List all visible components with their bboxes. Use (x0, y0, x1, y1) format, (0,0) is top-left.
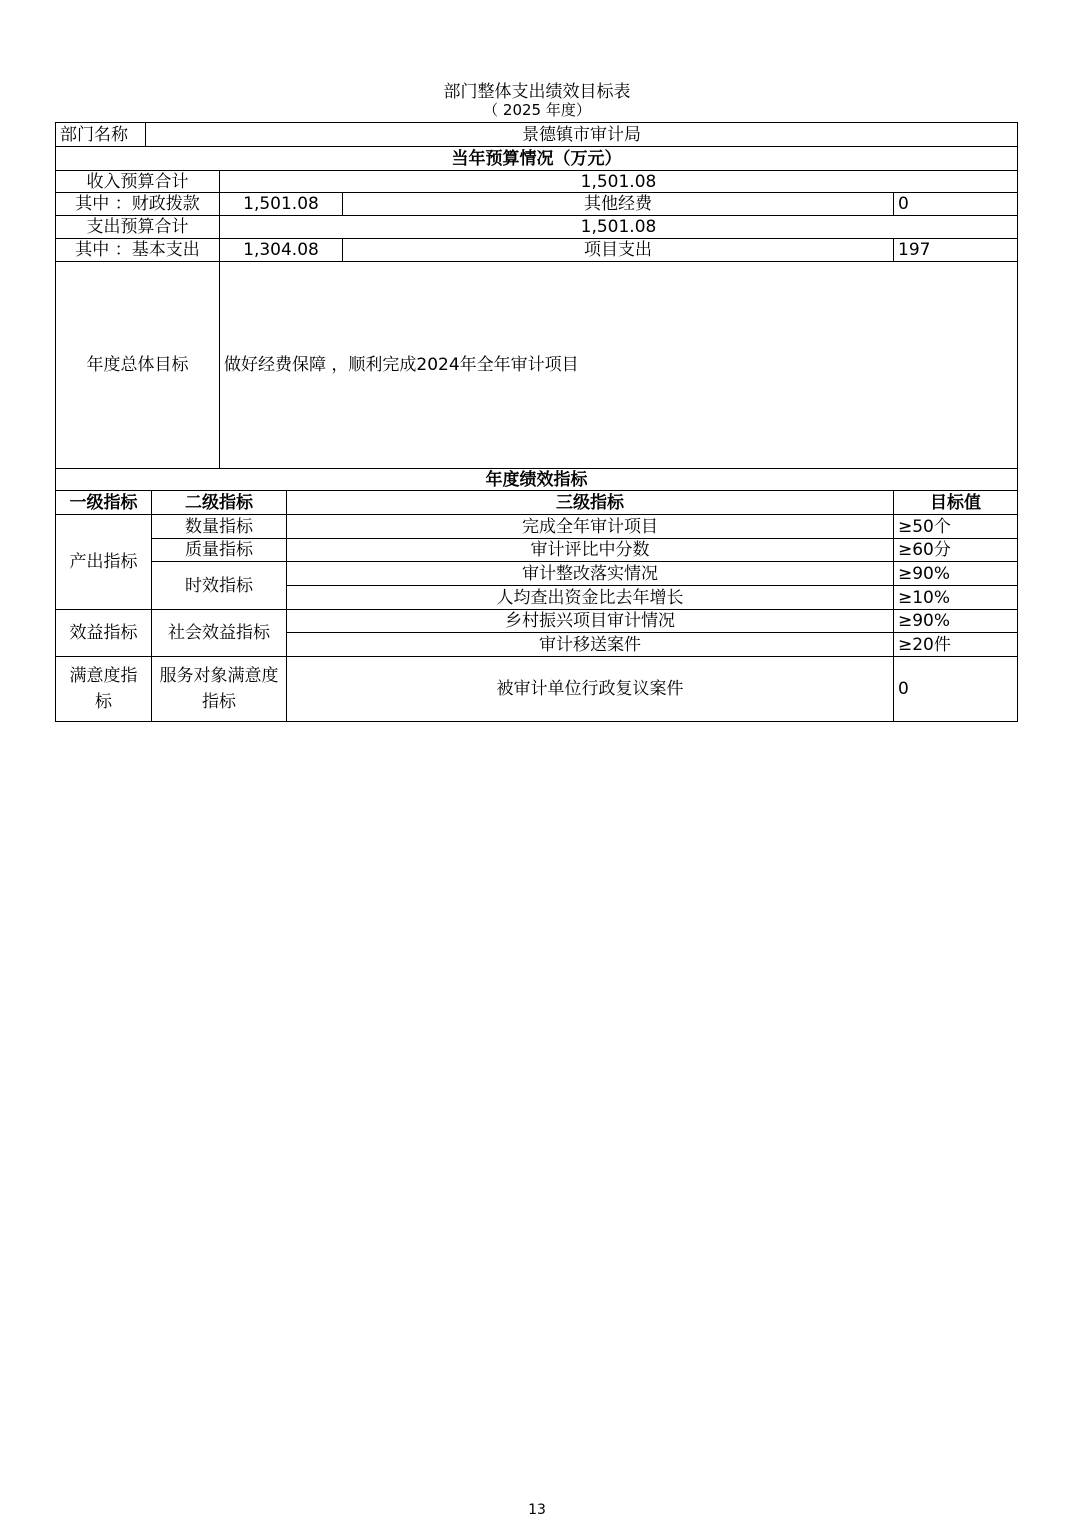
header-level2: 二级指标 (151, 490, 287, 515)
header-level1: 一级指标 (55, 490, 152, 515)
target-cell: ≥10% (893, 585, 1018, 610)
page-number: 13 (528, 1502, 546, 1518)
department-value: 景德镇市审计局 (145, 122, 1018, 147)
indicator-cell: 审计评比中分数 (286, 538, 894, 562)
table-year: （ 2025 年度） (483, 101, 591, 119)
indicator-cell: 乡村振兴项目审计情况 (286, 609, 894, 633)
level2-timeliness: 时效指标 (151, 561, 287, 610)
header-target: 目标值 (893, 490, 1018, 515)
indicator-cell: 审计移送案件 (286, 632, 894, 657)
level2-social-benefit: 社会效益指标 (151, 609, 287, 657)
level1-output: 产出指标 (55, 514, 152, 610)
level2-quantity: 数量指标 (151, 514, 287, 539)
other-value: 0 (893, 192, 1018, 216)
expense-total-label: 支出预算合计 (55, 215, 220, 239)
indicator-cell: 被审计单位行政复议案件 (286, 656, 894, 722)
level1-satisfaction: 满意度指标 (55, 656, 152, 722)
level2-quality: 质量指标 (151, 538, 287, 562)
basic-label: 其中 ：基本支出 (55, 238, 220, 262)
target-cell: ≥90% (893, 609, 1018, 633)
project-value: 197 (893, 238, 1018, 262)
department-label: 部门名称 (55, 122, 146, 147)
fiscal-value: 1,501.08 (219, 192, 343, 216)
level1-benefit: 效益指标 (55, 609, 152, 657)
project-label: 项目支出 (342, 238, 894, 262)
header-level3: 三级指标 (286, 490, 894, 515)
target-cell: ≥20件 (893, 632, 1018, 657)
indicator-cell: 完成全年审计项目 (286, 514, 894, 539)
table-title: 部门整体支出绩效目标表 (443, 82, 631, 102)
basic-value: 1,304.08 (219, 238, 343, 262)
goal-label: 年度总体目标 (55, 261, 220, 469)
budget-section-title: 当年预算情况（万元） (55, 146, 1018, 171)
target-cell: ≥60分 (893, 538, 1018, 562)
expense-total-value: 1,501.08 (219, 215, 1018, 239)
fiscal-label: 其中 ：财政拨款 (55, 192, 220, 216)
target-cell: ≥50个 (893, 514, 1018, 539)
income-total-label: 收入预算合计 (55, 170, 220, 193)
target-cell: 0 (893, 656, 1018, 722)
target-cell: ≥90% (893, 561, 1018, 586)
level2-service-satisfaction: 服务对象满意度指标 (151, 656, 287, 722)
indicator-cell: 人均查出资金比去年增长 (286, 585, 894, 610)
other-label: 其他经费 (342, 192, 894, 216)
performance-section-title: 年度绩效指标 (55, 468, 1018, 491)
income-total-value: 1,501.08 (219, 170, 1018, 193)
goal-text: 做好经费保障 ，顺利完成2024年全年审计项目 (219, 261, 1018, 469)
indicator-cell: 审计整改落实情况 (286, 561, 894, 586)
